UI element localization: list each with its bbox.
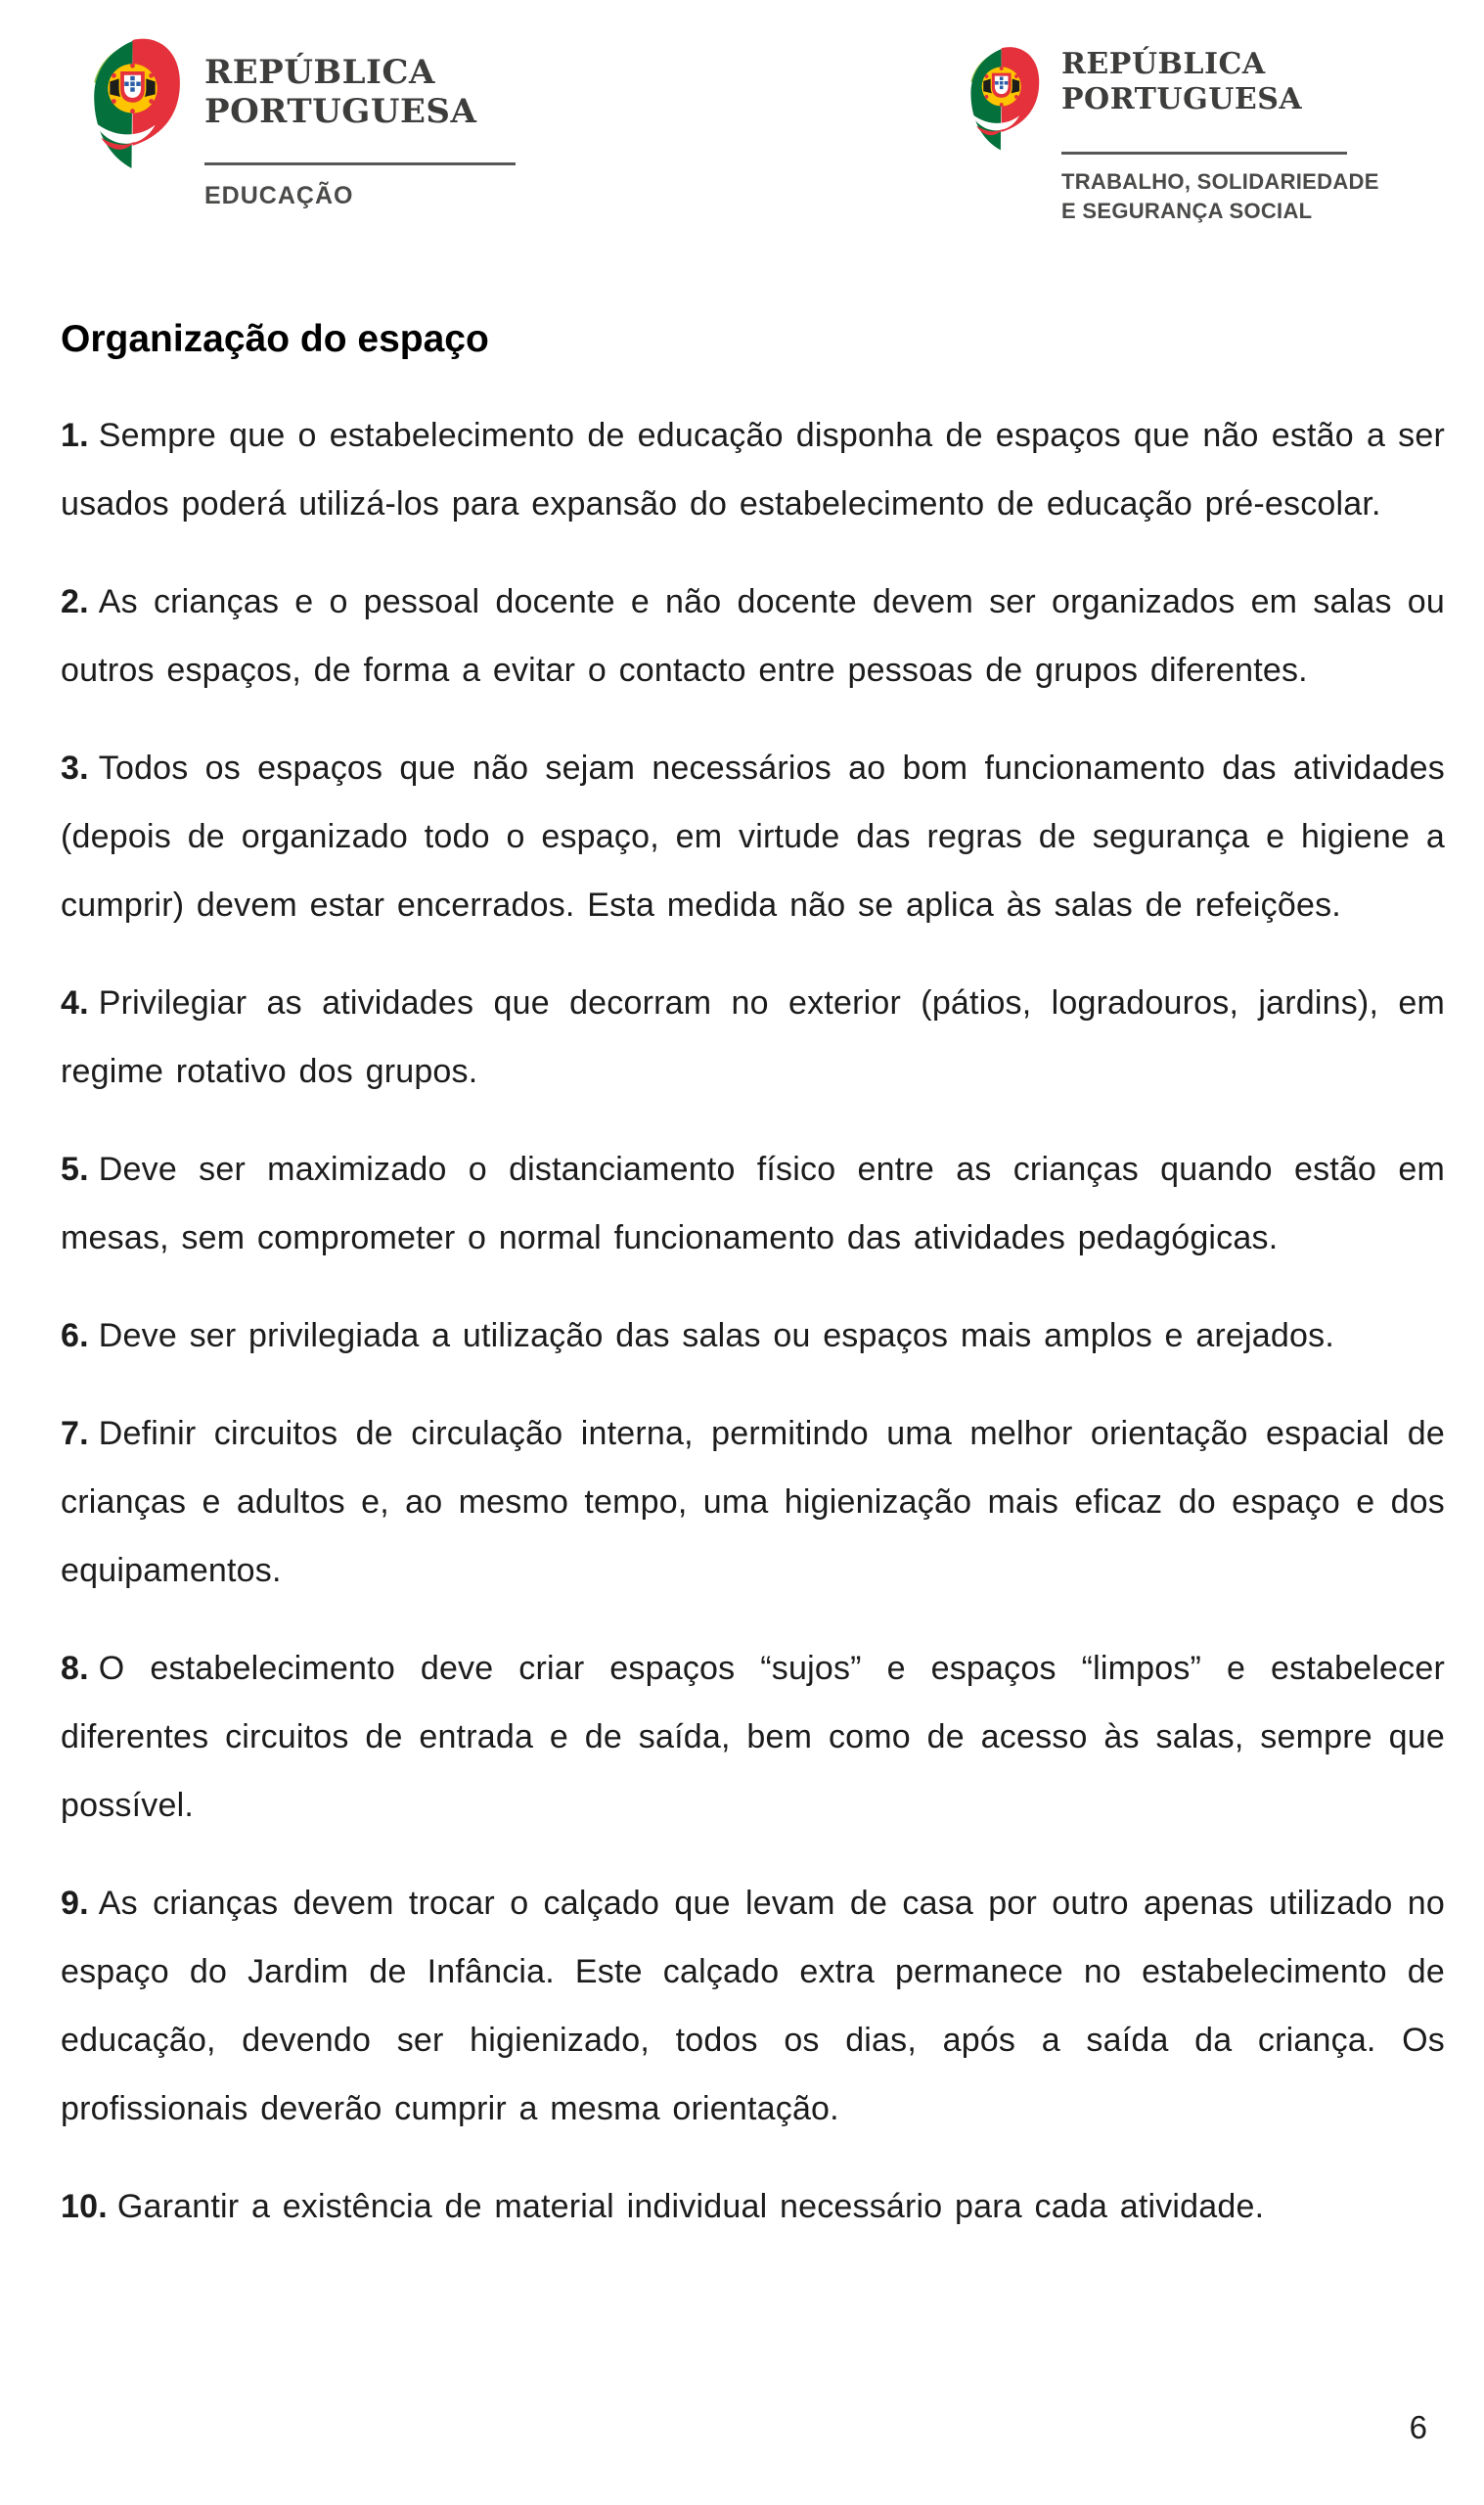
logo-name-line2: PORTUGUESA: [1061, 82, 1303, 116]
paragraph-text: Sempre que o estabelecimento de educação disponha de espaços que não estão a ser usados poderá utilizá-los para expansão do estabelecimento de educação pré-escolar.: [61, 417, 1445, 523]
paragraph-text: Todos os espaços que não sejam necessários ao bom funcionamento das atividades (depois de organizado todo o espaço, em virtude das regras de segurança e higiene a cumprir) devem estar encerrados. Esta medida não se aplica às salas de refeições.: [61, 750, 1445, 924]
logo-divider: [1061, 152, 1347, 155]
paragraph-text: Deve ser maximizado o distanciamento físico entre as crianças quando estão em mesas, sem comprometer o normal funcionamento das atividades pedagógicas.: [61, 1151, 1445, 1256]
logo-department-line2: E SEGURANÇA SOCIAL: [1061, 199, 1313, 223]
paragraph-7: [61, 1399, 1445, 1605]
paragraph-number: 8.: [61, 1650, 89, 1687]
paragraph-text: As crianças e o pessoal docente e não docente devem ser organizados em salas ou outros espaços, de forma a evitar o contacto entre pessoas de grupos diferentes.: [61, 583, 1445, 689]
logo-divider: [204, 162, 516, 165]
paragraph-8: [61, 1634, 1445, 1840]
paragraph-1: [61, 401, 1445, 538]
logo-name-line1: REPÚBLICA: [204, 53, 435, 92]
paragraph-number: 4.: [61, 984, 89, 1022]
republica-portuguesa-emblem-icon: [86, 37, 181, 169]
republica-portuguesa-emblem-icon: [965, 39, 1040, 158]
paragraph-text: Definir circuitos de circulação interna, permitindo uma melhor orientação espacial de crianças e adultos e, ao mesmo tempo, uma higienização mais eficaz do espaço e dos equipamentos.: [61, 1415, 1445, 1589]
logo-name-line2: PORTUGUESA: [204, 92, 477, 131]
paragraph-number: 1.: [61, 417, 89, 454]
logo-department-line1: TRABALHO, SOLIDARIEDADE: [1061, 169, 1379, 194]
paragraph-9: [61, 1869, 1445, 2143]
logo-department: EDUCAÇÃO: [204, 182, 354, 209]
paragraph-10: [61, 2172, 1445, 2241]
paragraph-number: 5.: [61, 1151, 89, 1188]
paragraph-5: [61, 1135, 1445, 1272]
paragraph-2: [61, 568, 1445, 705]
paragraph-text: Privilegiar as atividades que decorram no exterior (pátios, logradouros, jardins), em regime rotativo dos grupos.: [61, 984, 1445, 1090]
paragraph-number: 3.: [61, 750, 89, 787]
paragraph-text: As crianças devem trocar o calçado que levam de casa por outro apenas utilizado no espaço do Jardim de Infância. Este calçado extra permanece no estabelecimento de educação, devendo ser higienizado, todos os dias, após a saída da criança. Os profissionais deverão cumprir a mesma orientação.: [61, 1885, 1445, 2127]
logo-text-block: [1061, 39, 1379, 226]
paragraph-number: 10.: [61, 2188, 108, 2225]
page-title: Organização do espaço: [61, 318, 489, 360]
paragraph-4: [61, 969, 1445, 1106]
government-logo-educacao: [86, 37, 516, 210]
page-number: 6: [1409, 2409, 1427, 2445]
logo-name-line1: REPÚBLICA: [1061, 47, 1266, 81]
paragraph-number: 7.: [61, 1415, 89, 1452]
paragraph-number: 9.: [61, 1885, 89, 1922]
paragraph-text: Garantir a existência de material individual necessário para cada atividade.: [116, 2188, 1265, 2225]
paragraph-number: 6.: [61, 1317, 89, 1354]
government-logo-trabalho: [965, 39, 1379, 226]
paragraph-3: [61, 734, 1445, 939]
logo-text-block: [204, 37, 516, 210]
paragraph-text: O estabelecimento deve criar espaços “sujos” e espaços “limpos” e estabelecer diferentes circuitos de entrada e de saída, bem como de acesso às salas, sempre que possível.: [61, 1650, 1445, 1824]
paragraph-number: 2.: [61, 583, 89, 620]
paragraph-6: [61, 1301, 1445, 1370]
paragraph-text: Deve ser privilegiada a utilização das salas ou espaços mais amplos e arejados.: [98, 1317, 1334, 1354]
